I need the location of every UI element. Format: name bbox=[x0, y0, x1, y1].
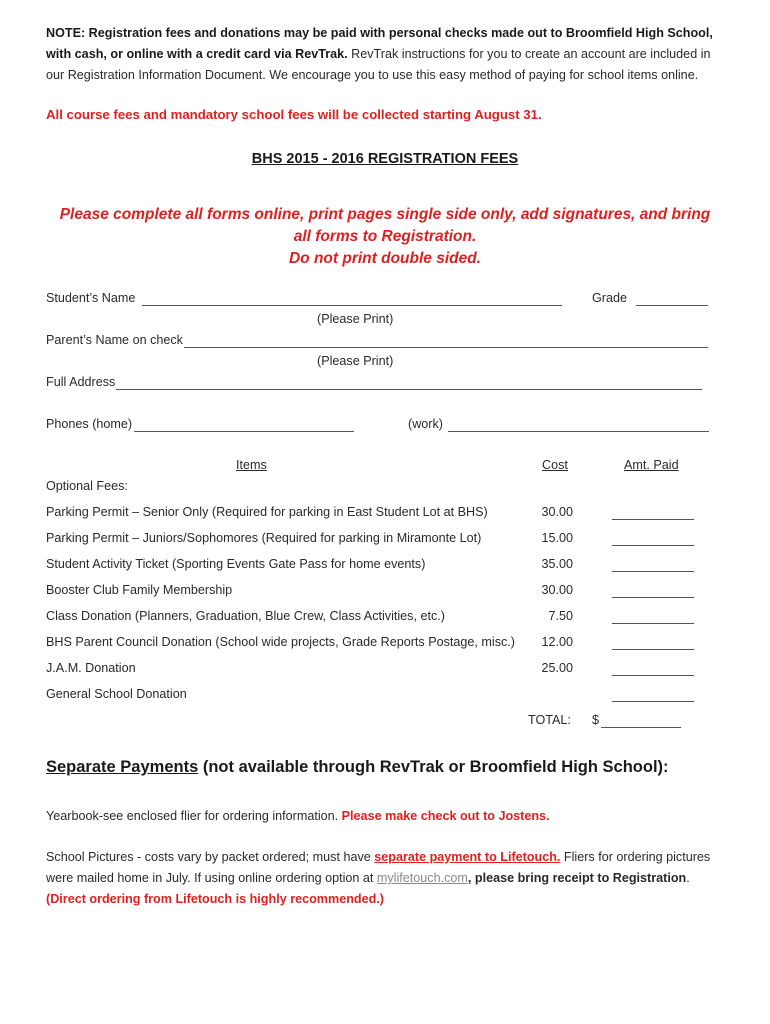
fee-item: BHS Parent Council Donation (School wide projects, Grade Reports Postage, misc.) bbox=[46, 635, 515, 649]
grade-field[interactable] bbox=[636, 305, 708, 306]
fee-cost: 30.00 bbox=[541, 505, 573, 519]
payment-note-text: RevTrak instructions for you to create an account are included in our Registration Information Document. We encourage you to use this easy method of paying for school items online. bbox=[46, 47, 711, 82]
amt-paid-field[interactable] bbox=[612, 571, 694, 572]
fees-collection-alert: All course fees and mandatory school fees will be collected starting August 31. bbox=[46, 107, 542, 122]
amt-paid-header: Amt. Paid bbox=[624, 458, 679, 472]
fee-cost: 30.00 bbox=[541, 583, 573, 597]
full-address-label: Full Address bbox=[46, 375, 116, 389]
direct-ordering-note: (Direct ordering from Lifetouch is highly recommended.) bbox=[46, 892, 384, 906]
amt-paid-field[interactable] bbox=[612, 597, 694, 598]
fee-item: Class Donation (Planners, Graduation, Blue Crew, Class Activities, etc.) bbox=[46, 609, 445, 623]
please-print-hint: (Please Print) bbox=[317, 354, 394, 368]
please-print-hint: (Please Print) bbox=[317, 312, 394, 326]
phone-work-field[interactable] bbox=[448, 431, 709, 432]
student-name-field[interactable] bbox=[142, 305, 562, 306]
fee-cost: 35.00 bbox=[541, 557, 573, 571]
parent-name-field[interactable] bbox=[184, 347, 708, 348]
optional-fees-label: Optional Fees: bbox=[46, 479, 128, 493]
amt-paid-field[interactable] bbox=[612, 623, 694, 624]
pictures-separate-payment: separate payment to Lifetouch. bbox=[374, 850, 561, 864]
fee-cost: 15.00 bbox=[541, 531, 573, 545]
total-label: TOTAL: bbox=[528, 713, 571, 727]
phone-home-label: Phones (home) bbox=[46, 417, 133, 431]
full-address-field[interactable] bbox=[116, 389, 702, 390]
instructions-line-1: Please complete all forms online, print pages single side only, add signatures, and bring all forms to Registration. bbox=[59, 206, 711, 245]
pictures-text-2: Fliers for ordering pictures were mailed home in July. If using online ordering option at bbox=[46, 850, 711, 885]
school-pictures-paragraph bbox=[46, 847, 726, 910]
instructions-line-2: Do not print double sided. bbox=[288, 250, 481, 267]
payment-note-bold: NOTE: Registration fees and donations may be paid with personal checks made out to Broomfield High School, with cash, or online with a credit card via RevTrak. bbox=[46, 26, 713, 61]
pictures-text-3: . bbox=[686, 871, 690, 885]
fee-item: Student Activity Ticket (Sporting Events Gate Pass for home events) bbox=[46, 557, 426, 571]
fee-item: J.A.M. Donation bbox=[46, 661, 136, 675]
items-header: Items bbox=[236, 458, 267, 472]
fee-item: Booster Club Family Membership bbox=[46, 583, 233, 597]
total-field[interactable] bbox=[601, 727, 681, 728]
yearbook-paragraph bbox=[46, 806, 726, 827]
fee-item: Parking Permit – Juniors/Sophomores (Required for parking in Miramonte Lot) bbox=[46, 531, 482, 545]
instructions bbox=[0, 204, 770, 270]
grade-label: Grade bbox=[592, 291, 628, 305]
amt-paid-field[interactable] bbox=[612, 701, 694, 702]
phone-home-field[interactable] bbox=[134, 431, 354, 432]
pictures-text-1: School Pictures - costs vary by packet ordered; must have bbox=[46, 850, 375, 864]
phone-work-label: (work) bbox=[408, 417, 443, 431]
amt-paid-field[interactable] bbox=[612, 545, 694, 546]
amt-paid-field[interactable] bbox=[612, 649, 694, 650]
fee-cost: 25.00 bbox=[541, 661, 573, 675]
mylifetouch-link[interactable]: mylifetouch.com bbox=[376, 871, 468, 885]
total-currency: $ bbox=[592, 713, 600, 727]
fee-item: Parking Permit – Senior Only (Required for parking in East Student Lot at BHS) bbox=[46, 505, 488, 519]
page-title: BHS 2015 - 2016 REGISTRATION FEES bbox=[251, 151, 519, 167]
student-name-label: Student’s Name bbox=[46, 291, 136, 305]
yearbook-text: Yearbook-see enclosed flier for ordering information. bbox=[46, 809, 342, 823]
fee-item: General School Donation bbox=[46, 687, 187, 701]
fee-cost: 7.50 bbox=[548, 609, 573, 623]
cost-header: Cost bbox=[542, 458, 568, 472]
fee-cost: 12.00 bbox=[541, 635, 573, 649]
separate-payments-heading bbox=[46, 758, 669, 777]
amt-paid-field[interactable] bbox=[612, 519, 694, 520]
pictures-receipt-note: , please bring receipt to Registration bbox=[467, 871, 687, 885]
separate-payments-rest: (not available through RevTrak or Broomfield High School): bbox=[198, 758, 669, 776]
parent-name-label: Parent’s Name on check bbox=[46, 333, 183, 347]
payment-note bbox=[46, 23, 726, 86]
yearbook-check-note: Please make check out to Jostens. bbox=[341, 809, 550, 823]
separate-payments-underlined: Separate Payments bbox=[46, 758, 199, 776]
amt-paid-field[interactable] bbox=[612, 675, 694, 676]
